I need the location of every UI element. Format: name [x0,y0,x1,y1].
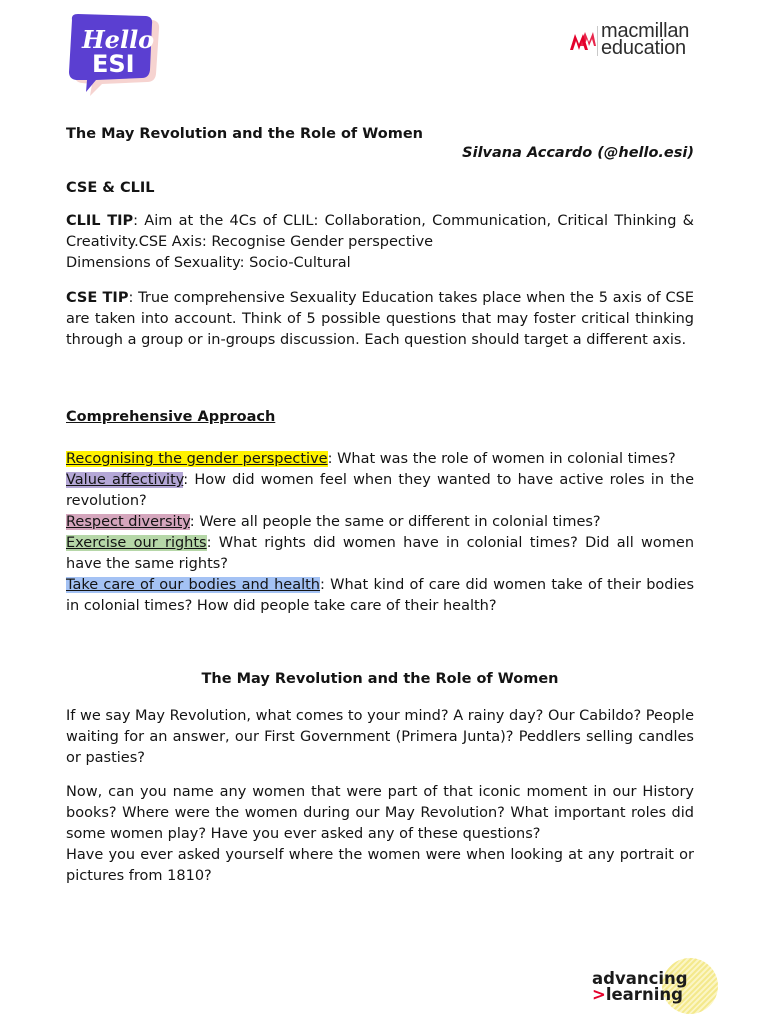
cse-clil-heading: CSE & CLIL [66,180,155,196]
questions-paragraph-text-1: Now, can you name any women that were part of that iconic moment in our History books? Where were the women during our May Revolution? What important roles did some women play? Have you ever asked any of these questions? [66,784,694,842]
cse-tip-label: CSE TIP [66,290,129,306]
learning-word: learning [605,985,683,1004]
axis-item [66,470,694,512]
questions-paragraph-text-2: Have you ever asked yourself where the women were when looking at any portrait or pictures from 1810? [66,847,694,884]
intro-paragraph [66,706,694,769]
clil-dimensions: Dimensions of Sexuality: Socio-Cultural [66,255,351,271]
hello-logo-text: Hello [82,25,155,54]
axis-label: Take care of our bodies and health [66,577,321,593]
publisher-name-line-1: macmillan [601,20,690,42]
cse-tip-paragraph [66,288,694,351]
logo-divider [597,26,598,56]
clil-tip-text: : Aim at the 4Cs of CLIL: Collaboration, Communication, Critical Thinking & Creativity.CSE Axis: Recognise Gender perspective [66,213,694,250]
cse-tip [66,288,694,351]
axis-item [66,575,694,617]
axis-item [66,449,694,470]
axis-question: : What was the role of women in colonial times? [327,451,676,467]
arrow-icon: > [592,985,606,1004]
clil-tip-label: CLIL TIP [66,213,134,229]
axis-question: : What kind of care did women take of their bodies in colonial times? How did people take care of their health? [66,577,694,614]
section-title: The May Revolution and the Role of Women [201,671,559,687]
advancing-learning-text [592,971,688,1003]
axis-label: Respect diversity [66,514,190,530]
esi-logo-text: ESI [92,50,135,78]
axis-question: : How did women feel when they wanted to have active roles in the revolution? [66,472,694,509]
advancing-word: advancing [592,969,688,988]
axis-item [66,533,694,575]
clil-tip [66,211,694,274]
approach-heading: Comprehensive Approach [66,409,276,425]
publisher-name-line-2: education [601,37,686,59]
document-title: The May Revolution and the Role of Women [66,126,423,142]
questions-paragraph [66,782,694,887]
axes-list [66,449,694,617]
author-line: Silvana Accardo (@hello.esi) [462,145,694,161]
cse-tip-text: : True comprehensive Sexuality Education takes place when the 5 axis of CSE are taken into account. Think of 5 possible questions that may foster critical thinking through a group or in-groups discussion. Each question should target a different axis. [66,290,694,348]
macmillan-logo [570,22,720,66]
axis-question: : What rights did women have in colonial times? Did all women have the same rights? [66,535,695,572]
hello-esi-logo [62,12,162,98]
learning-line [592,987,688,1003]
intro-paragraph-text: If we say May Revolution, what comes to your mind? A rainy day? Our Cabildo? People waiting for an answer, our First Government (Primera Junta)? Peddlers selling candles or pasties? [66,708,694,766]
axis-label: Value affectivity [66,472,184,488]
axis-label: Recognising the gender perspective [66,451,328,467]
publisher-name [601,20,690,59]
clil-tip-paragraph [66,211,694,253]
axis-item [66,512,694,533]
axis-label: Exercise our rights [66,535,207,551]
macmillan-mark-icon [570,30,596,50]
axis-question: : Were all people the same or different in colonial times? [189,514,601,530]
advancing-learning-logo [588,960,718,1016]
